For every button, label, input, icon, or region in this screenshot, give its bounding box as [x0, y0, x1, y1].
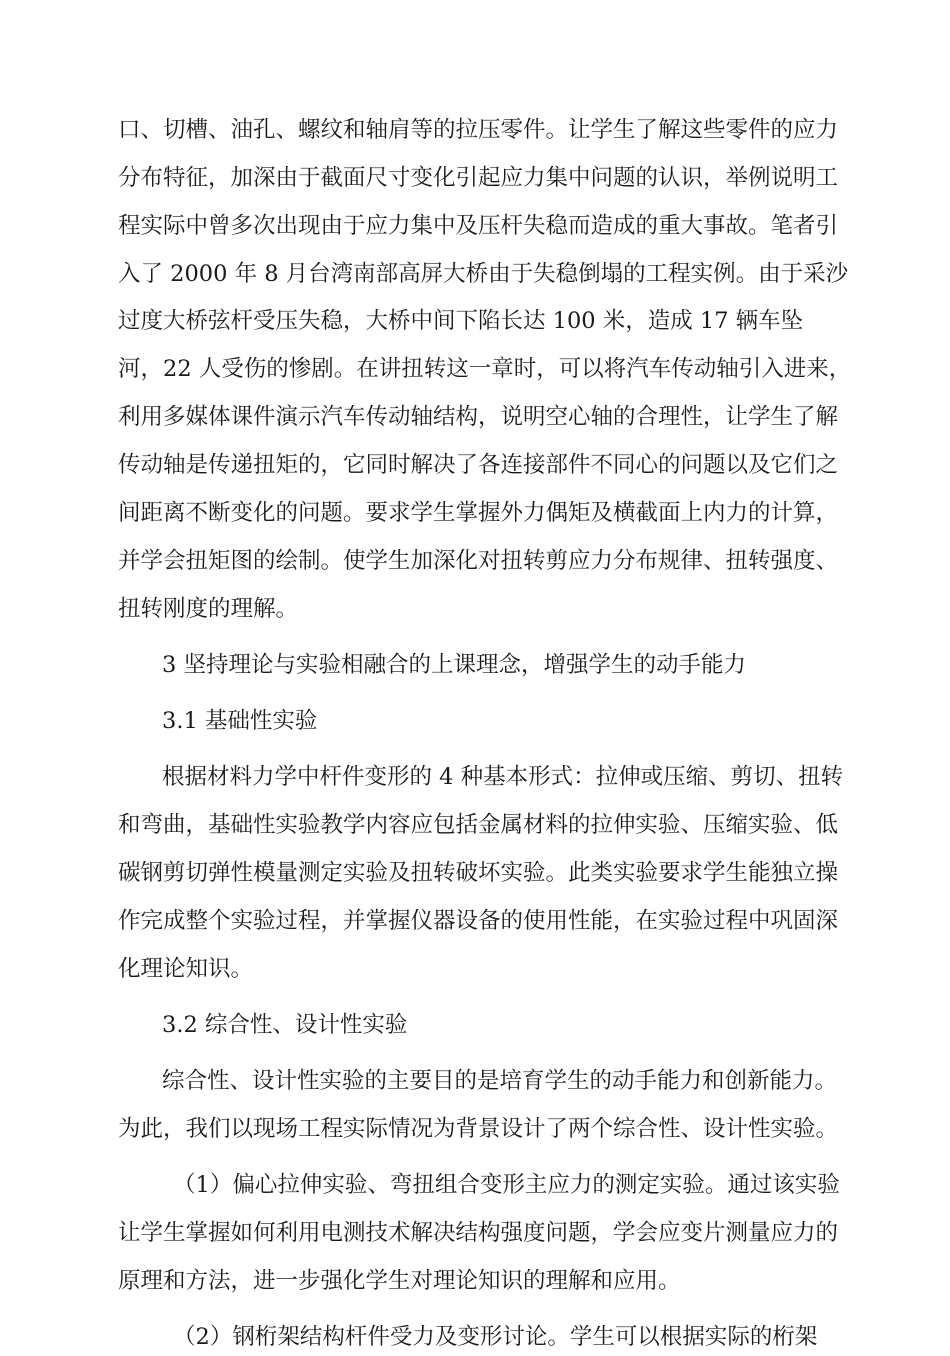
section-heading-3-2: 3.2 综合性、设计性实验 [162, 1012, 408, 1038]
text-line: 原理和方法，进一步强化学生对理论知识的理解和应用。 [118, 1268, 681, 1294]
text-line: 并学会扭矩图的绘制。使学生加深化对扭转剪应力分布规律、扭转强度、 [118, 548, 839, 574]
text-line: 扭转刚度的理解。 [118, 596, 299, 622]
text-line: （1）偏心拉伸实验、弯扭组合变形主应力的测定实验。通过该实验 [173, 1172, 840, 1198]
section-heading-3: 3 坚持理论与实验相融合的上课理念，增强学生的动手能力 [162, 652, 746, 678]
text-line: 根据材料力学中杆件变形的 4 种基本形式：拉伸或压缩、剪切、扭转 [162, 764, 844, 790]
text-line: （2）钢桁架结构杆件受力及变形讨论。学生可以根据实际的桁架 [173, 1324, 818, 1350]
text-line: 作完成整个实验过程，并掌握仪器设备的使用性能，在实验过程中巩固深 [118, 908, 839, 934]
text-line: 利用多媒体课件演示汽车传动轴结构，说明空心轴的合理性，让学生了解 [118, 404, 839, 430]
text-line: 传动轴是传递扭矩的，它同时解决了各连接部件不同心的问题以及它们之 [118, 452, 839, 478]
text-line: 口、切槽、油孔、螺纹和轴肩等的拉压零件。让学生了解这些零件的应力 [118, 117, 839, 143]
text-line: 程实际中曾多次出现由于应力集中及压杆失稳而造成的重大事故。笔者引 [118, 213, 839, 239]
text-line: 分布特征，加深由于截面尺寸变化引起应力集中问题的认识，举例说明工 [118, 165, 839, 191]
section-heading-3-1: 3.1 基础性实验 [162, 708, 318, 734]
text-line: 碳钢剪切弹性模量测定实验及扭转破坏实验。此类实验要求学生能独立操 [118, 860, 839, 886]
text-line: 过度大桥弦杆受压失稳，大桥中间下陷长达 100 米，造成 17 辆车坠 [118, 308, 804, 334]
text-line: 为此，我们以现场工程实际情况为背景设计了两个综合性、设计性实验。 [118, 1116, 839, 1142]
text-line: 化理论知识。 [118, 956, 254, 982]
text-line: 河，22 人受伤的惨剧。在讲扭转这一章时，可以将汽车传动轴引入进来， [118, 356, 852, 382]
text-line: 和弯曲，基础性实验教学内容应包括金属材料的拉伸实验、压缩实验、低 [118, 812, 839, 838]
text-line: 综合性、设计性实验的主要目的是培育学生的动手能力和创新能力。 [162, 1068, 838, 1094]
text-line: 让学生掌握如何利用电测技术解决结构强度问题，学会应变片测量应力的 [118, 1220, 839, 1246]
text-line: 入了 2000 年 8 月台湾南部高屏大桥由于失稳倒塌的工程实例。由于采沙 [118, 261, 849, 287]
text-line: 间距离不断变化的问题。要求学生掌握外力偶矩及横截面上内力的计算， [118, 500, 839, 526]
